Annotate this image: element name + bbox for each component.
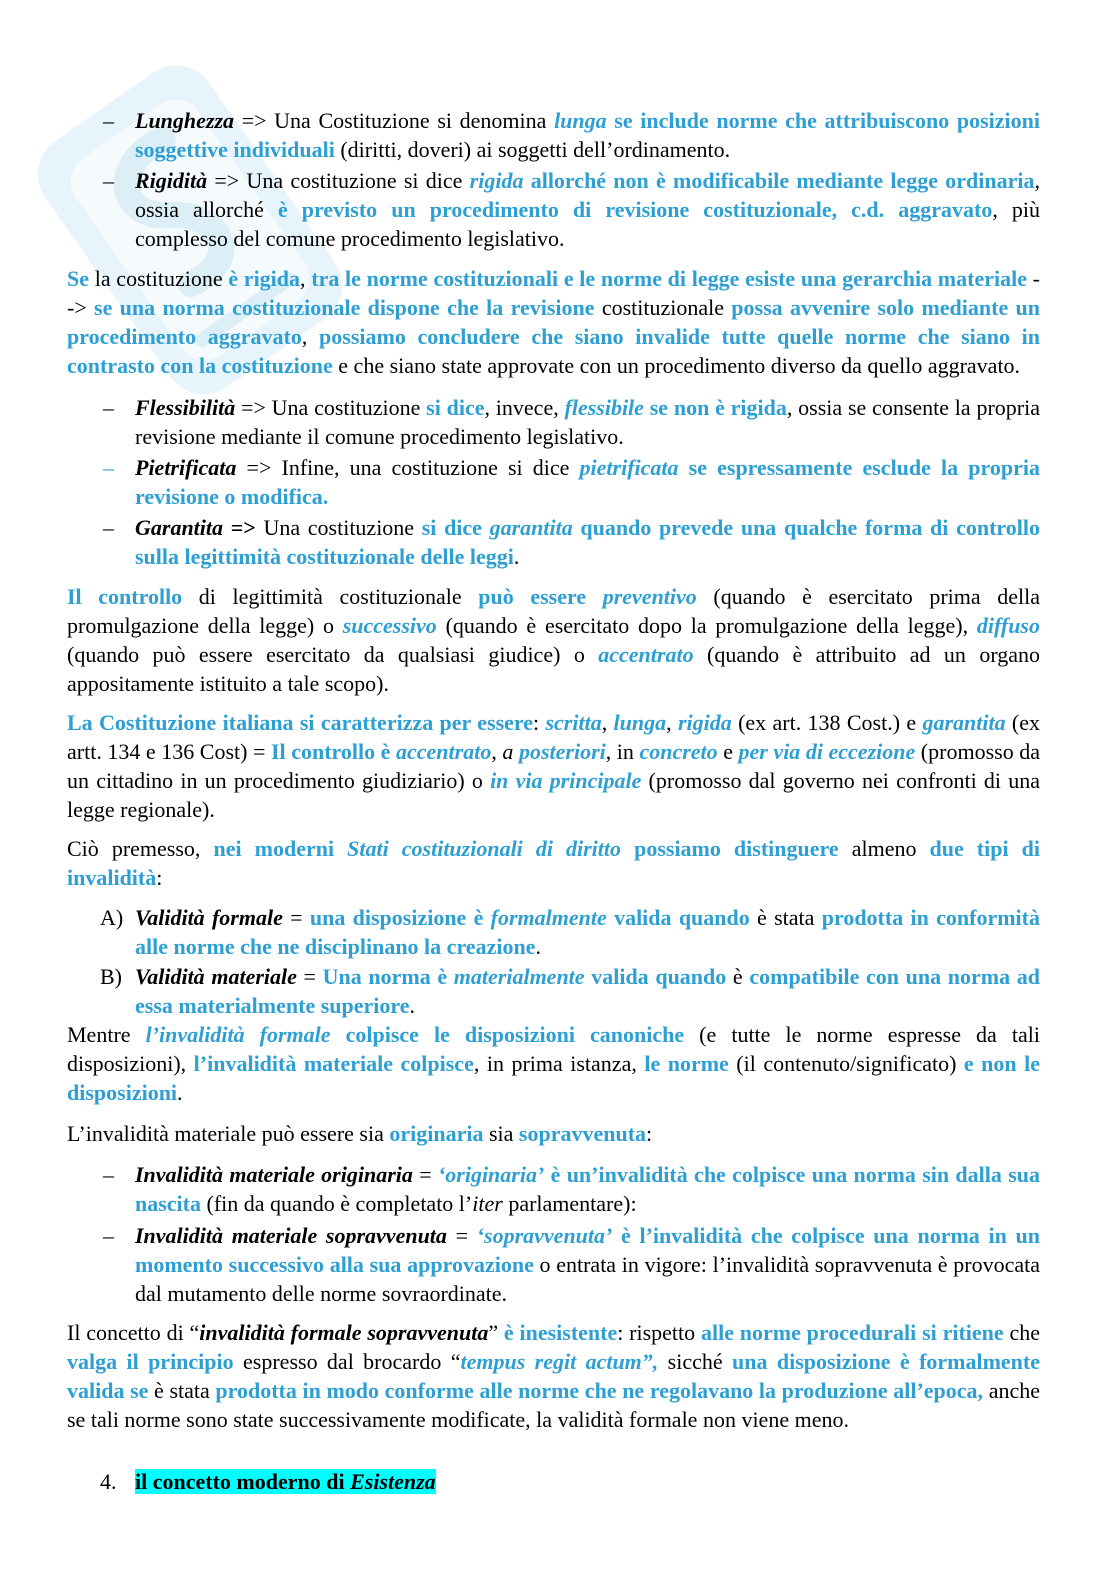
text: costituzionale [594,295,732,320]
key-phrase: colpisce le disposizioni canoniche [330,1022,685,1047]
key-phrase: in via principale [490,768,642,793]
text: => Una Costituzione si denomina [234,108,555,133]
key-phrase: valga il principio [67,1349,234,1374]
key-phrase: l’invalidità materiale colpisce [193,1051,474,1076]
text: , [300,266,312,291]
text: (quando è esercitato prima della promulgazione della legge) o [67,584,1040,638]
text: . [177,1080,183,1105]
term: Validità formale [135,905,283,930]
list-item-rigidita [67,166,1040,253]
text: è [726,964,750,989]
bullet-dash: – [103,515,114,540]
key-phrase: valida quando [584,964,727,989]
key-phrase: lunga [613,710,667,735]
text: => Infine, una costituzione si dice [236,455,580,480]
key-phrase: accentrato [598,642,694,667]
term: Rigidità [135,168,208,193]
text: , ossia se consente la propria revisione mediante il comune procedimento legislativo. [135,395,1041,449]
list-letter: B) [100,964,122,989]
key-phrase: prodotta in modo conforme alle norme che ne regolavano la produzione all’epoca, [215,1378,984,1403]
key-phrase: una disposizione è [309,905,491,930]
key-phrase: sopravvenuta [518,1121,647,1146]
key-phrase: preventivo [602,584,697,609]
list-item-pietrificata [67,453,1040,511]
term: Lunghezza [135,108,235,133]
text: o entrata in vigore: l’invalidità sopravvenuta è provocata dal mutamento delle norme sovraordinate. [135,1252,1040,1306]
term: Invalidità materiale sopravvenuta [135,1223,447,1248]
section-number: 4. [100,1469,117,1494]
text: sia [483,1121,519,1146]
text: = [446,1223,477,1248]
paragraph-controllo [67,582,1040,698]
paragraph-invalidita-materiale [67,1119,1040,1148]
key-phrase: scritta [545,710,602,735]
key-phrase: se espressamente esclude la propria revisione o modifica. [135,455,1040,509]
text: (promosso da un cittadino in un procedimento giudiziario) o [67,739,1041,793]
text: . [535,934,541,959]
key-phrase: materialmente [453,964,585,989]
key-phrase: flessibile [564,395,644,420]
text: ” [488,1320,504,1345]
text: che [1003,1320,1040,1345]
key-phrase: tempus regit actum”, [460,1349,659,1374]
term: Garantita [135,515,224,540]
text: (il contenuto/significato) [728,1051,964,1076]
text: (fin da quando è completato l’ [201,1191,473,1216]
bullet-dash: – [103,1162,114,1187]
list-letter: A) [100,905,124,930]
text: , più complesso del comune procedimento legislativo. [135,197,1040,251]
text: di legittimità costituzionale [182,584,479,609]
list-item-garantita [67,513,1040,571]
key-phrase: l’invalidità formale [145,1022,331,1047]
key-phrase: formalmente [490,905,607,930]
text: = [296,964,323,989]
key-phrase: e non le disposizioni [67,1051,1041,1105]
text: L’invalidità materiale può essere sia [67,1121,390,1146]
key-phrase: rigida [469,168,524,193]
list-item-validita-materiale [67,962,1040,1020]
text: (ex artt. 134 e 136 Cost) = [67,710,1040,764]
text: è stata [749,905,822,930]
text: : [646,1121,653,1146]
term: invalidità formale sopravvenuta [199,1320,489,1345]
text: espresso dal brocardo “ [233,1349,461,1374]
key-phrase: è inesistente [503,1320,618,1345]
text: = [282,905,310,930]
italic-text: a [502,739,519,764]
text: anche se tali norme sono state successivamente modificate, la validità formale non viene meno. [67,1378,1040,1432]
bullet-dash: – [103,395,114,420]
text: . [513,544,520,569]
text: , ossia allorché [135,168,1040,222]
key-phrase: La Costituzione italiana si caratterizza per essere [67,710,534,735]
heading-text: il concetto moderno di [135,1469,351,1494]
list-item-validita-formale [67,903,1040,961]
text: Una costituzione [255,515,422,540]
paragraph-rigid-constitution [67,264,1040,380]
text: : [156,865,163,890]
key-phrase: garantita [922,710,1006,735]
text: (quando può essere esercitato da qualsiasi giudice) o [67,642,599,667]
text: sicché [658,1349,733,1374]
key-phrase: lunga [554,108,607,133]
italic-text: iter [472,1191,503,1216]
paragraph-mentre [67,1020,1040,1107]
text: Il concetto di “ [67,1320,200,1345]
key-phrase: nei moderni [213,836,348,861]
text: (diritti, doveri) ai soggetti dell’ordinamento. [334,137,731,162]
key-phrase: valida quando [606,905,750,930]
heading-highlight [135,1469,436,1494]
key-phrase: quando prevede una qualche forma di controllo sulla legittimità costituzionale delle leggi [135,515,1040,569]
key-phrase: diffuso [976,613,1040,638]
text: (quando è esercitato dopo la promulgazione della legge), [436,613,977,638]
key-phrase: garantita [489,515,573,540]
text: almeno [838,836,930,861]
bullet-dash: – [103,1223,114,1248]
list-item-invalidita-originaria [67,1160,1040,1218]
text: è stata [148,1378,216,1403]
paragraph-cio-premesso [67,834,1040,892]
list-item-flessibilita [67,393,1040,451]
key-phrase: due tipi di invalidità [67,836,1040,890]
text: e che siano state approvate con un procedimento diverso da quello aggravato. [332,353,1021,378]
heading-term: Esistenza [350,1469,436,1494]
term: Pietrificata [135,455,237,480]
paragraph-invalidita-formale-sopravvenuta [67,1318,1040,1434]
key-phrase: se non è rigida [643,395,787,420]
text: (ex art. 138 Cost.) e [731,710,923,735]
list-item-lunghezza [67,106,1040,164]
text: : [533,710,546,735]
paragraph-costituzione-italiana [67,708,1040,824]
key-phrase: tra le norme costituzionali e le norme di legge esiste una gerarchia materiale [311,266,1027,291]
list-item-invalidita-sopravvenuta [67,1221,1040,1308]
key-phrase: per via di eccezione [738,739,916,764]
key-phrase: possa avvenire solo mediante un procedimento aggravato [67,295,1041,349]
bullet-dash: – [103,455,114,480]
term: Invalidità materiale originaria [135,1162,413,1187]
text: = [412,1162,438,1187]
key-phrase: alle norme procedurali si ritiene [700,1320,1004,1345]
text: --> [67,266,1041,320]
text: Ciò premesso, [67,836,214,861]
key-phrase: è rigida [228,266,301,291]
key-phrase: è previsto un procedimento di revisione costituzionale, c.d. aggravato [277,197,993,222]
key-phrase: le norme [644,1051,729,1076]
term: Flessibilità [135,395,236,420]
text: : rispetto [617,1320,701,1345]
key-phrase: ‘originaria’ [437,1162,545,1187]
key-phrase: prodotta in conformità alle norme che ne disciplinano la creazione [135,905,1040,959]
key-phrase: posteriori [518,739,606,764]
text: (quando è attribuito ad un organo appositamente istituito a tale scopo). [67,642,1041,696]
key-phrase: Il controllo [67,584,183,609]
key-phrase: una disposizione è formalmente valida se [67,1349,1041,1403]
text: => Una costituzione si dice [207,168,470,193]
text: , in prima istanza, [473,1051,645,1076]
text: (promosso dal governo nei confronti di una legge regionale). [67,768,1040,822]
text: , in [605,739,640,764]
text: Mentre [67,1022,146,1047]
text: parlamentare): [502,1191,637,1216]
key-phrase: si dice [421,515,490,540]
text: => Una costituzione [235,395,427,420]
bullet-dash: – [103,108,114,133]
bold-text: => [223,515,256,540]
key-phrase: successivo [342,613,437,638]
key-phrase: allorché non è modificabile mediante legge ordinaria [523,168,1035,193]
text: , [666,710,678,735]
key-phrase: accentrato [396,739,492,764]
text: , invece, [484,395,565,420]
text: (e tutte le norme espresse da tali disposizioni), [67,1022,1040,1076]
key-phrase: possiamo concludere che siano invalide tutte quelle norme che siano in contrasto con la costituzione [67,324,1040,378]
key-phrase: rigida [677,710,732,735]
key-phrase: è un’invalidità che colpisce una norma sin dalla sua nascita [135,1162,1040,1216]
key-phrase: Il controllo è [270,739,396,764]
term: Validità materiale [135,964,297,989]
text: , [601,710,614,735]
key-phrase: compatibile con una norma ad essa materialmente superiore [135,964,1040,1018]
key-phrase: se una norma costituzionale dispone che la revisione [94,295,595,320]
section-heading [67,1467,1040,1496]
text: . [409,993,416,1018]
key-phrase: è l’invalidità che colpisce una norma in un momento successivo alla sua approvazione [135,1223,1040,1277]
key-phrase: può essere [478,584,603,609]
text: , [491,739,503,764]
key-phrase: Stati costituzionali di diritto [347,836,622,861]
text: e [717,739,739,764]
bullet-dash: – [103,168,114,193]
key-phrase: originaria [389,1121,484,1146]
key-phrase: Una norma è [322,964,454,989]
document-body [67,106,1040,1496]
key-phrase: possiamo distinguere [621,836,839,861]
key-phrase: concreto [639,739,718,764]
key-phrase: pietrificata [579,455,679,480]
key-phrase: ‘sopravvenuta’ [476,1223,613,1248]
text: , [301,324,320,349]
key-phrase: si dice [426,395,485,420]
text: la costituzione [89,266,229,291]
key-phrase: Se [67,266,89,291]
key-phrase: se include norme che attribuiscono posizioni soggettive individuali [135,108,1041,162]
